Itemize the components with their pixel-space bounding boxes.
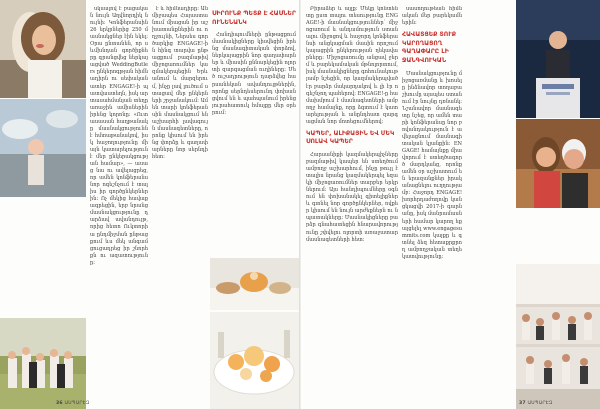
left-folio-label: ԱՍՊԱՐԷԶ — [64, 401, 90, 406]
speaker-at-podium-photo — [516, 0, 600, 118]
left-folio — [56, 401, 90, 406]
right-col-1-text: Բիրաձեր և այլք։ Մեկը կոնտենտը ըստ տալու տեսությունը ENGAGE!-ի մասնակցություններ՝ միջոցառում և անդամություն ստանալու միջոցով և հաջորդ կոնֆերանսի անցկացման մասին որոշում կայացրին ընկերության ղեկավարները։ Միջոցառումը անցավ ջերմ և բարեկամական մթնոլորտում, իսկ մասնակիցները գոհունակությամբ նշեցին, որ կազմակերպված էր բարձր մակարդակով և լի էր ոգեշնչող պահերով։ ENGAGE!-ը համախմբում է մասնագետների ամբողջ համայնք, որը ձգտում է կատարելության և անընդհատ զարգացման նոր մոտեցումներով։ — [306, 6, 398, 125]
right-col-2-text: սասողութեան հիմնական մեր բարեկամներին։ — [402, 6, 462, 27]
right-section-heading-1: ԿԱՊԵՐ, ԱԼԻՔԱՅԻՆ ԵՎ ՄԵԿ ՍՈԼԱՎ ԿԱՊԵՐ — [306, 129, 395, 146]
right-col-1 — [306, 6, 398, 401]
spread-gutter — [299, 0, 301, 409]
right-folio-label: ԱՍՊԱՐԷԶ — [527, 401, 553, 406]
left-page-number: 36 — [56, 401, 63, 406]
right-section-heading-2: ՀԱՎԱՏՑԵՔ ՏՈՒՔ ԿԱՐՈՂԱՑՈՂ ԳԱՂԱՓԱՐԸ ԼԻ ՋԱՆԳՎՈՒԿԱՆ — [402, 31, 456, 64]
left-col-1-text: սկսալով է բացական նույն Աղվնորդիկ նույնի: Կոնֆերանսին 26 երկրներից 250 մասնակցներ էին եկել: Օրա ընտանեն, որ սևմխնդան գործիքները գրանցվեց ներկայացված WeddingButlers ընկերոգթյան հիմնադիրն ու սեփականատեր ENGAGE!-ի պատվաստեղն, իսկ արտասահմանյան տեղը առաջին ամիսներին իրենց կորոնը։ «Ուտասասան հաղթանակը մասնակցությունն է հմտաթանակով, իսկ հաջողությունը միայն կատարելություն է մեր ընկերակցության համար», — ասաց նա ու ավելացրեց, որ ամեն կոնֆերանս նոր ոգեշնչում է տալիս իր գործընկերներին։ Ոչ մեկից հավաքագրեցին, երբ նրանց մասնակցությունը դարձավ ավանդույթ, որից հետո Ուկտորիա ընդմիջման ընթացքում ևս մեկ անգամ ցուցադրեց իր շնորհքն ու ազատությունը։ — [90, 6, 148, 266]
smiling-couple-photo — [516, 119, 600, 208]
left-col-3-text: Հանդիպումների ընթացքում մասնակիցները կիսվեցին իրենց մասնագիտական փորձով, ներկայացրին նոր գաղափարներ և միասին քննարկեցին ոլորտի զարգացման ուղիները։ Մեծ ուշադրություն դարձվեց հարսանեկան ավանդույթներին, որոնք սերնդեսերունդ փոխանցվում են և պահպանում իրենց յուրահատուկ հմայքը մեր օրերում։ — [212, 32, 296, 116]
floral-centerpiece-photo — [210, 312, 299, 409]
right-folio — [519, 401, 553, 406]
left-col-1 — [90, 6, 148, 401]
left-col-2-text: է և հիմնադիրը: Անմիջապես Հայաստանում միացան իր աշխատանքներին ու ողջույնի, Ներսես գործարկից ENGAGE!-ին հինգ տարվա ընթացքում բազմաթիվ միջոցառումներ կազմակերպեցին Երևանում և մարզերում, ինչը լավ լուծում ստացավ մեր ընկերների շրջանակում։ Ամեն տարի կոնֆերանսին մասնակցում են աշխարհի լավագույն մասնագետները, որոնք կիսում են իրենց փորձը և գաղափարները նոր սերնդի հետ: — [152, 6, 208, 160]
right-col-1-text-b: Հարսանիքի կազմակերպիչները բազմաթիվ կապեր են ստեղծում ամբողջ աշխարհում, ինչը թույլ է տալիս նրանց կազմակերպել եզակի միջոցառումներ տարբեր երկրներում։ Այս հանդիպումները օգնում են փոխանակել գիտելիքներ և գտնել նոր գործընկերներ, ովքեր կիսում են նույն արժեքներն ու նպատակները։ Մասնակիցները բարձր գնահատեցին հնարավորությունը շփվելու ոլորտի առաջատար մասնագետների հետ։ — [306, 151, 398, 243]
right-page-number: 37 — [519, 401, 526, 406]
celebration-sky-photo — [0, 99, 86, 197]
left-section-heading: ՍԻՐՈՒՆՔ ՊԵՏՔ Է ՀԱՍՆԵՐ ՈՒՆԵՆԱՆԿ — [212, 10, 296, 26]
left-col-2 — [152, 6, 208, 401]
left-col-3 — [212, 6, 296, 256]
gala-audience-photo — [516, 264, 600, 409]
group-on-lawn-photo — [0, 318, 86, 409]
dessert-table-photo — [210, 258, 299, 310]
right-col-2 — [402, 6, 462, 401]
right-col-2-text-b: Մասնակցությունը միջոցառմանը և խոսելը ինձնավոր տողաբաշխումը այսպես ստանում էր նույնը դռնանկ։ Նշանավոր մասնագետը նշեց, որ ամեն տարի կոնֆերանսը նոր բովանդակություն է ավելացնում մասնագիտական կյանքին։ ENGAGE! համայնքը միավորում է ստեղծագործ մարդկանց, որոնք ամեն օր աշխատում են երազանքներ իրականացնելու ուղղությամբ։ Հաջորդ ENGAGE! խորհրդաժողովը կանցկացվի 2017-ի գարնանը, իսկ մանրամասների համար կարող եք այցելել www.engagesummits.com կայքը և գտնել ձեզ հետաքրքրող ամբողջական տեղեկատվությունը։ — [402, 70, 462, 260]
bride-woman-photo — [0, 0, 86, 98]
